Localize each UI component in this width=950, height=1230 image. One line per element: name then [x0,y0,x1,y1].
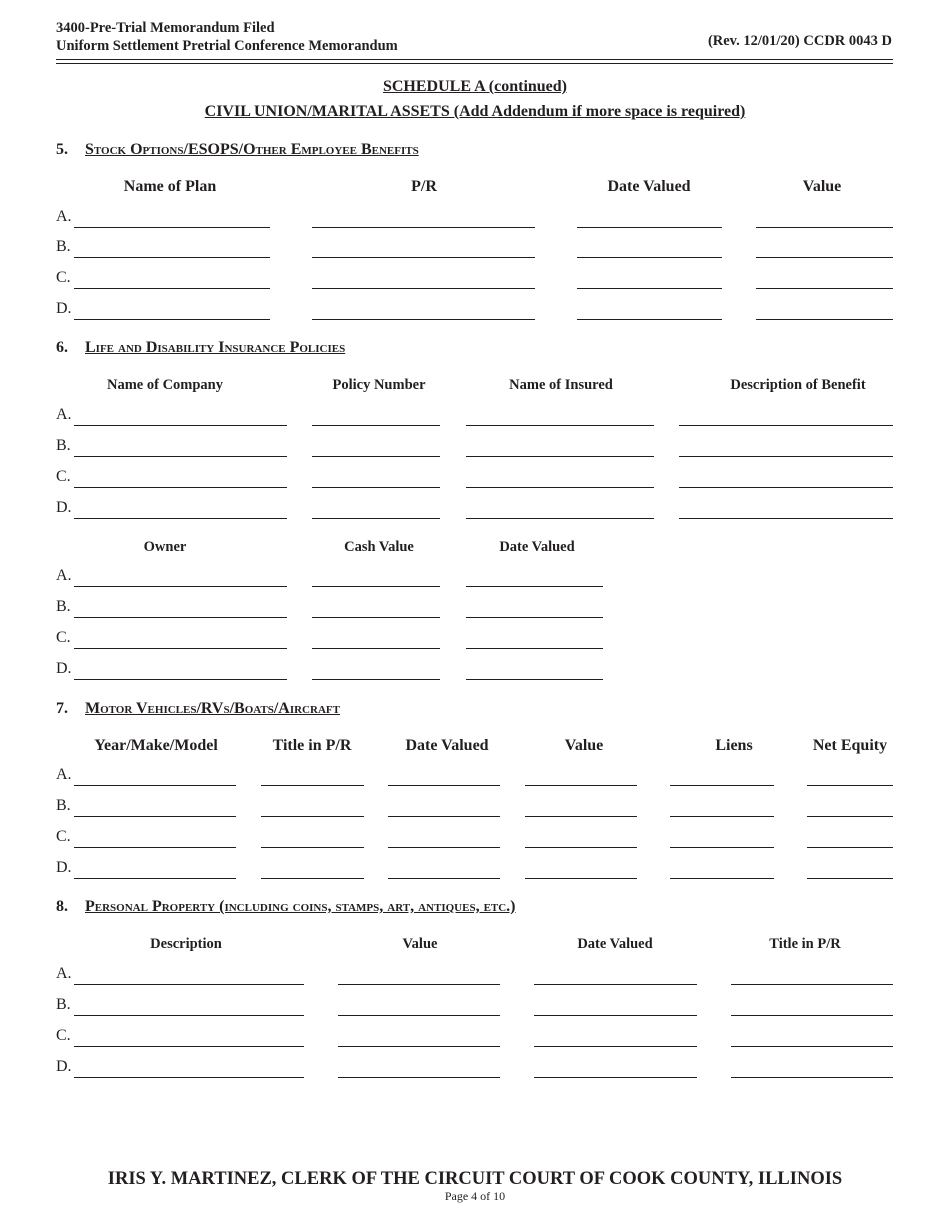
fill-in-line[interactable] [261,847,364,848]
column-header: Date Valued [405,737,489,754]
section-number: 5. [56,141,68,158]
fill-in-line[interactable] [74,617,287,618]
fill-in-line[interactable] [312,586,440,587]
form-revision: (Rev. 12/01/20) CCDR 0043 D [707,33,892,49]
row-label: C. [56,468,71,485]
fill-in-line[interactable] [74,257,270,258]
fill-in-line[interactable] [312,257,535,258]
fill-in-line[interactable] [74,816,236,817]
header-rule [56,63,893,64]
clerk-footer: IRIS Y. MARTINEZ, CLERK OF THE CIRCUIT COURT OF COOK COUNTY, ILLINOIS [107,1169,843,1189]
column-header: Name of Insured [509,377,613,393]
fill-in-line[interactable] [338,1077,500,1078]
section-number: 7. [56,700,68,717]
fill-in-line[interactable] [312,227,535,228]
fill-in-line[interactable] [670,785,774,786]
fill-in-line[interactable] [670,847,774,848]
row-label: D. [56,660,72,677]
fill-in-line[interactable] [731,984,893,985]
row-label: B. [56,996,71,1013]
row-label: A. [56,965,72,982]
fill-in-line[interactable] [74,425,287,426]
section-title: Stock Options/ESOPS/Other Employee Benefits [85,141,419,158]
fill-in-line[interactable] [388,816,500,817]
fill-in-line[interactable] [525,785,637,786]
fill-in-line[interactable] [74,984,304,985]
section-title: Life and Disability Insurance Policies [85,339,346,356]
fill-in-line[interactable] [731,1015,893,1016]
fill-in-line[interactable] [679,456,893,457]
fill-in-line[interactable] [74,288,270,289]
fill-in-line[interactable] [74,878,236,879]
column-header: Policy Number [332,377,426,393]
fill-in-line[interactable] [534,984,697,985]
fill-in-line[interactable] [679,487,893,488]
column-header: P/R [411,178,437,195]
fill-in-line[interactable] [731,1046,893,1047]
row-label: A. [56,766,72,783]
fill-in-line[interactable] [466,648,603,649]
fill-in-line[interactable] [807,785,893,786]
fill-in-line[interactable] [312,319,535,320]
fill-in-line[interactable] [577,257,722,258]
fill-in-line[interactable] [388,878,500,879]
fill-in-line[interactable] [466,518,654,519]
column-header: Date Valued [499,539,575,555]
row-label: A. [56,208,72,225]
fill-in-line[interactable] [338,1015,500,1016]
fill-in-line[interactable] [388,785,500,786]
section-property-heading [56,898,516,916]
section-insurance-heading [56,339,345,357]
fill-in-line[interactable] [807,878,893,879]
form-title: Uniform Settlement Pretrial Conference Memorandum [56,38,398,54]
schedule-title: SCHEDULE A (continued) [382,78,568,95]
column-header: Name of Company [107,377,223,393]
fill-in-line[interactable] [525,878,637,879]
row-label: C. [56,828,71,845]
fill-in-line[interactable] [74,648,287,649]
row-label: C. [56,269,71,286]
fill-in-line[interactable] [312,288,535,289]
fill-in-line[interactable] [756,288,893,289]
column-header: Description [150,936,222,952]
fill-in-line[interactable] [74,1046,304,1047]
fill-in-line[interactable] [756,257,893,258]
header-rule [56,59,893,60]
fill-in-line[interactable] [466,586,603,587]
row-label: B. [56,598,71,615]
fill-in-line[interactable] [679,518,893,519]
row-label: D. [56,859,72,876]
row-label: B. [56,437,71,454]
column-header: Name of Plan [123,178,217,195]
column-header: Date Valued [607,178,691,195]
fill-in-line[interactable] [74,518,287,519]
column-header: Cash Value [344,539,414,555]
column-header: Liens [715,737,753,754]
fill-in-line[interactable] [312,648,440,649]
column-header: Owner [143,539,187,555]
form-header [56,19,398,55]
fill-in-line[interactable] [525,847,637,848]
column-header: Value [802,178,842,195]
row-label: D. [56,499,72,516]
column-header: Title in P/R [769,936,841,952]
schedule-subtitle: CIVIL UNION/MARITAL ASSETS (Add Addendum if more space is required) [204,103,746,120]
fill-in-line[interactable] [525,816,637,817]
column-header: Net Equity [812,737,888,754]
page-number: Page 4 of 10 [444,1189,506,1203]
section-number: 6. [56,339,68,356]
row-label: A. [56,567,72,584]
fill-in-line[interactable] [670,878,774,879]
fill-in-line[interactable] [74,1077,304,1078]
section-title: Motor Vehicles/RVs/Boats/Aircraft [85,700,340,717]
fill-in-line[interactable] [577,227,722,228]
row-label: D. [56,300,72,317]
fill-in-line[interactable] [312,679,440,680]
fill-in-line[interactable] [312,425,440,426]
fill-in-line[interactable] [731,1077,893,1078]
section-title: Personal Property (including coins, stamps, art, antiques, etc.) [85,898,516,915]
fill-in-line[interactable] [312,617,440,618]
fill-in-line[interactable] [534,1077,697,1078]
fill-in-line[interactable] [679,425,893,426]
fill-in-line[interactable] [756,319,893,320]
column-header: Year/Make/Model [94,737,218,754]
fill-in-line[interactable] [338,1046,500,1047]
column-header: Description of Benefit [730,377,866,393]
fill-in-line[interactable] [388,847,500,848]
column-header: Value [564,737,604,754]
fill-in-line[interactable] [261,878,364,879]
fill-in-line[interactable] [466,679,603,680]
fill-in-line[interactable] [312,487,440,488]
fill-in-line[interactable] [670,816,774,817]
fill-in-line[interactable] [756,227,893,228]
column-header: Title in P/R [272,737,352,754]
section-vehicles-heading [56,700,340,718]
fill-in-line[interactable] [534,1015,697,1016]
row-label: B. [56,238,71,255]
fill-in-line[interactable] [338,984,500,985]
fill-in-line[interactable] [466,456,654,457]
row-label: C. [56,629,71,646]
fill-in-line[interactable] [74,487,287,488]
row-label: A. [56,406,72,423]
fill-in-line[interactable] [74,785,236,786]
row-label: D. [56,1058,72,1075]
row-label: C. [56,1027,71,1044]
section-stock-heading [56,141,419,159]
fill-in-line[interactable] [74,847,236,848]
form-number: 3400-Pre-Trial Memorandum Filed [56,20,275,36]
fill-in-line[interactable] [74,227,270,228]
fill-in-line[interactable] [807,847,893,848]
fill-in-line[interactable] [74,1015,304,1016]
fill-in-line[interactable] [312,518,440,519]
fill-in-line[interactable] [312,456,440,457]
fill-in-line[interactable] [74,456,287,457]
row-label: B. [56,797,71,814]
fill-in-line[interactable] [577,319,722,320]
fill-in-line[interactable] [74,586,287,587]
fill-in-line[interactable] [577,288,722,289]
fill-in-line[interactable] [261,785,364,786]
column-header: Date Valued [577,936,653,952]
fill-in-line[interactable] [534,1046,697,1047]
fill-in-line[interactable] [466,487,654,488]
fill-in-line[interactable] [74,679,287,680]
fill-in-line[interactable] [261,816,364,817]
section-number: 8. [56,898,68,915]
column-header: Value [402,936,438,952]
fill-in-line[interactable] [466,617,603,618]
fill-in-line[interactable] [466,425,654,426]
fill-in-line[interactable] [74,319,270,320]
fill-in-line[interactable] [807,816,893,817]
